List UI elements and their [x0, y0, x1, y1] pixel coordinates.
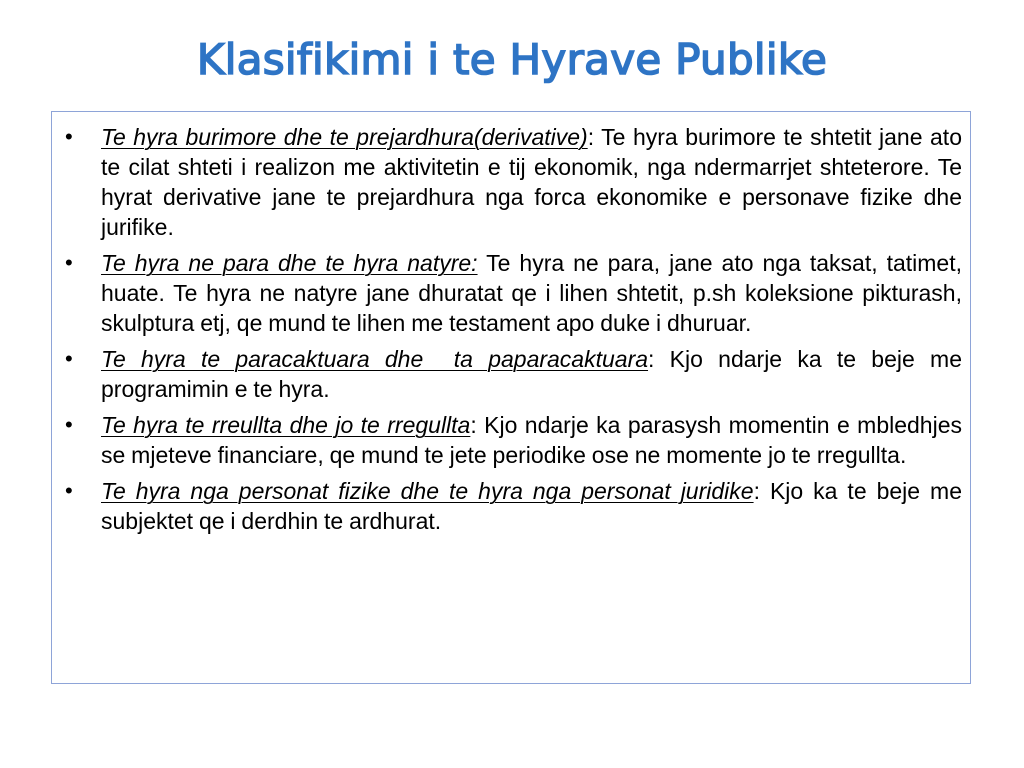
bullet-dot-icon: •	[65, 250, 73, 275]
bullet-term: Te hyra te rreullta dhe jo te rregullta	[101, 412, 471, 438]
bullet-text: Kjo ndarje ka parasysh momentin e mbledhjes se mjeteve financiare, qe mund te jete periodike ose ne momente jo te rregullta.	[101, 412, 962, 468]
bullet-dot-icon: •	[65, 412, 73, 437]
bullet-item	[52, 248, 962, 338]
bullet-text: Te hyra burimore te shtetit jane ato te cilat shteti i realizon me aktivitetin e tij ekonomik, nga ndermarrjet shteterore. Te hyrat derivative jane te prejardhura nga forca ekonomike e personave fizike dhe jurifike.	[101, 124, 962, 240]
bullet-dot-icon: •	[65, 346, 73, 371]
bullet-separator: :	[470, 412, 477, 438]
bullet-item	[52, 122, 962, 242]
bullet-dot-icon: •	[65, 124, 73, 149]
content-box	[51, 111, 971, 684]
bullet-term: Te hyra ne para dhe te hyra natyre:	[101, 250, 478, 276]
bullet-separator: :	[753, 478, 760, 504]
bullet-term: Te hyra nga personat fizike dhe te hyra nga personat juridike	[101, 478, 754, 504]
slide-title: Klasifikimi i te Hyrave Publike	[196, 35, 828, 84]
bullet-separator: :	[587, 124, 595, 150]
bullet-text: Kjo ndarje ka te beje me programimin e te hyra.	[101, 346, 962, 402]
bullet-separator: :	[648, 346, 655, 372]
bullet-item	[52, 476, 962, 536]
bullet-item	[52, 344, 962, 404]
bullet-term: Te hyra burimore dhe te prejardhura(derivative)	[101, 124, 588, 150]
bullet-dot-icon: •	[65, 478, 73, 503]
bullet-text: Te hyra ne para, jane ato nga taksat, tatimet, huate. Te hyra ne natyre jane dhuratat qe i lihen shtetit, p.sh koleksione pikturash, skulptura etj, qe mund te lihen me testament apo duke i dhuruar.	[101, 250, 962, 336]
bullet-list	[52, 112, 970, 536]
bullet-term: Te hyra te paracaktuara dhe ta paparacaktuara	[101, 346, 649, 372]
bullet-text: Kjo ka te beje me subjektet qe i derdhin te ardhurat.	[101, 478, 963, 534]
bullet-item	[52, 410, 962, 470]
